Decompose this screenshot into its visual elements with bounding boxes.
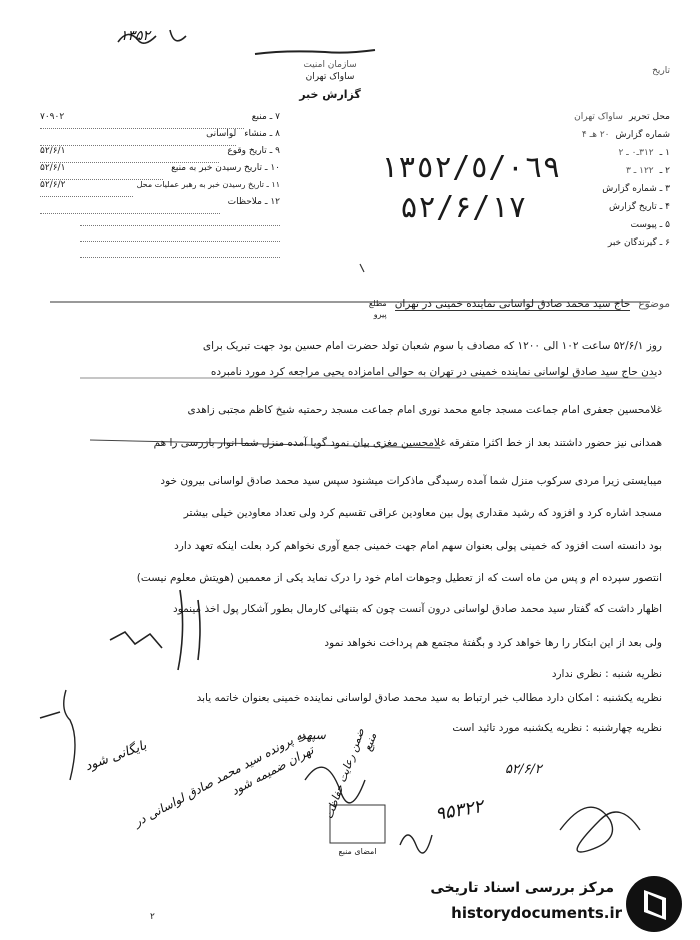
watermark-logo-icon: [626, 876, 682, 932]
org-name: سازمان امنیت: [303, 60, 357, 70]
subject-tags: مطلع پیرو: [368, 299, 387, 319]
body-line: روز ۵۲/۶/۱ ساعت ۱۰۲ الی ۱۲۰۰ که مصادف با سوم شعبان تولد حضرت امام حسین بود جهت تبریک برای: [202, 340, 662, 352]
watermark-title: مرکز بررسی اسناد تاریخی: [430, 880, 614, 896]
subject-row: [30, 298, 670, 320]
stamp-number: ١٣٥٢/٥/٠٦٩: [380, 150, 561, 185]
watermark: [404, 868, 694, 938]
note-line: نظریه شنبه : نظری ندارد: [551, 668, 662, 680]
watermark-url: historydocuments.ir: [451, 904, 622, 922]
stamp-date: ۵۲/۶/۱۷: [400, 190, 527, 225]
handwritten-note-archive: به پرونده سید محمد صادق لواسانی در تهران ضمیمه شود: [131, 726, 316, 830]
body-line: انتصور سپرده ام و پس من ماه است که از تعطیل وجوهات امام خود را درک نماید یکی از معممین (هویتش معلوم نیست): [136, 572, 662, 584]
page-number: ۲: [150, 912, 155, 922]
right-field-row: ۵ ـ پیوست: [630, 220, 670, 230]
handwritten-name: سپهر: [300, 728, 326, 742]
header-handwritten-year: ۱۳۵۲: [120, 28, 151, 44]
margin-mark: [178, 590, 200, 670]
left-field-row: ۱۲ ـ ملاحظات: [40, 197, 280, 214]
body-line: میبایستی زیرا مردی سرکوب منزل شما آمده رسیدگی ماذکرات میشنود سپس سید محمد صادق لواسانی بیرون خود: [160, 475, 662, 487]
subject-label: موضوع: [638, 298, 670, 310]
department-name: ساواک تهران: [305, 72, 355, 82]
subject-text: حاج سید محمد صادق لواسانی نماینده خمینی در تهران: [394, 298, 631, 310]
body-line: مسجد اشاره کرد و افزود که رشید مقداری پول بین معاودین عراقی تقسیم کرد ولی تعداد معاودین خیلی بیشتر: [183, 507, 662, 519]
left-field-row: ۷ ـ منبع ۷۰۹۰۲: [40, 112, 280, 129]
left-field-row: ۱۰ ـ تاریخ رسیدن خبر به منبع ۵۲/۶/۱: [40, 163, 280, 180]
body-line: ولی بعد از این ابتکار را رها خواهد کرد و بگفتۀ مجتمع هم پرداخت نخواهد نمود: [324, 637, 662, 649]
signature-right: [560, 807, 640, 852]
report-type-title: گزارش خبر: [299, 88, 361, 101]
body-line: بود دانسته است افزود که خمینی پولی بعنوان سهم امام جهت خمینی جمع آوری نخواهم کرد بعلت اینکه تعهد دارد: [174, 540, 662, 552]
body-line: همدانی نیز حضور داشتند بعد از خط اکثرا متفرقه غلامحسین مغزی بیان نمود گویا آمده منزل شما انوار بازرسی را هم: [153, 437, 662, 449]
body-line: اظهار داشت که گفتار سید محمد صادق لواسانی درون آنست چون که بتنهائی کارمال بطور آشکار پول اخذ مینمود: [173, 603, 662, 615]
note-line: نظریه یکشنبه : امکان دارد مطالب خبر ارتباط به سید محمد صادق لواسانی نماینده خمینی بعنوان خاتمه یابد: [196, 692, 662, 704]
handwritten-note-left: بایگانی شود: [83, 738, 149, 775]
right-field-row: ۶ ـ گیرندگان خبر: [607, 238, 670, 248]
body-line: غلامحسین جعفری امام جماعت مسجد جامع محمد نوری امام جماعت مسجد رحمتیه شیخ کاظم مجتبی زاهدی: [187, 404, 662, 416]
right-field-row: ۱ ـ ۳۱۲ـ۰ ـ ۲: [618, 148, 670, 158]
handwritten-note-mid: ضمن رعایت حفاظت منبع: [322, 726, 380, 821]
date-label: تاریخ: [652, 66, 670, 76]
right-field-row: شماره گزارش ۲۰ هـ ۴: [581, 130, 670, 140]
signature-label: امضای منبع: [338, 847, 377, 856]
right-field-row: محل تحریر ساواک تهران: [574, 112, 670, 122]
left-field-row: ۸ ـ منشاء لواسانی: [40, 129, 280, 146]
left-field-row: ۱۱ ـ تاریخ رسیدن خبر به رهبر عملیات محل ۵۲/۶/۲: [40, 180, 280, 197]
right-field-row: ۲ ـ ۱۲۲ ـ ۳: [625, 166, 670, 176]
right-field-row: ۴ ـ تاریخ گزارش: [608, 202, 670, 212]
body-line: دیدن حاج سید صادق لواسانی نماینده خمینی در تهران به حوالی امامزاده یحیی مراجعه کرد مورد نامبرده: [210, 366, 662, 378]
note-line: نظریه چهارشنبه : نظریه یکشنبه مورد تائید است: [452, 722, 662, 734]
handwritten-date: ۵۲/۶/۲: [505, 762, 542, 777]
left-fields: [40, 112, 280, 258]
handwritten-number: ۹۵۳۲۲: [433, 795, 485, 826]
left-field-row: ۹ ـ تاریخ وقوع ۵۲/۶/۱: [40, 146, 280, 163]
right-field-row: ۳ ـ شماره گزارش: [602, 184, 670, 194]
